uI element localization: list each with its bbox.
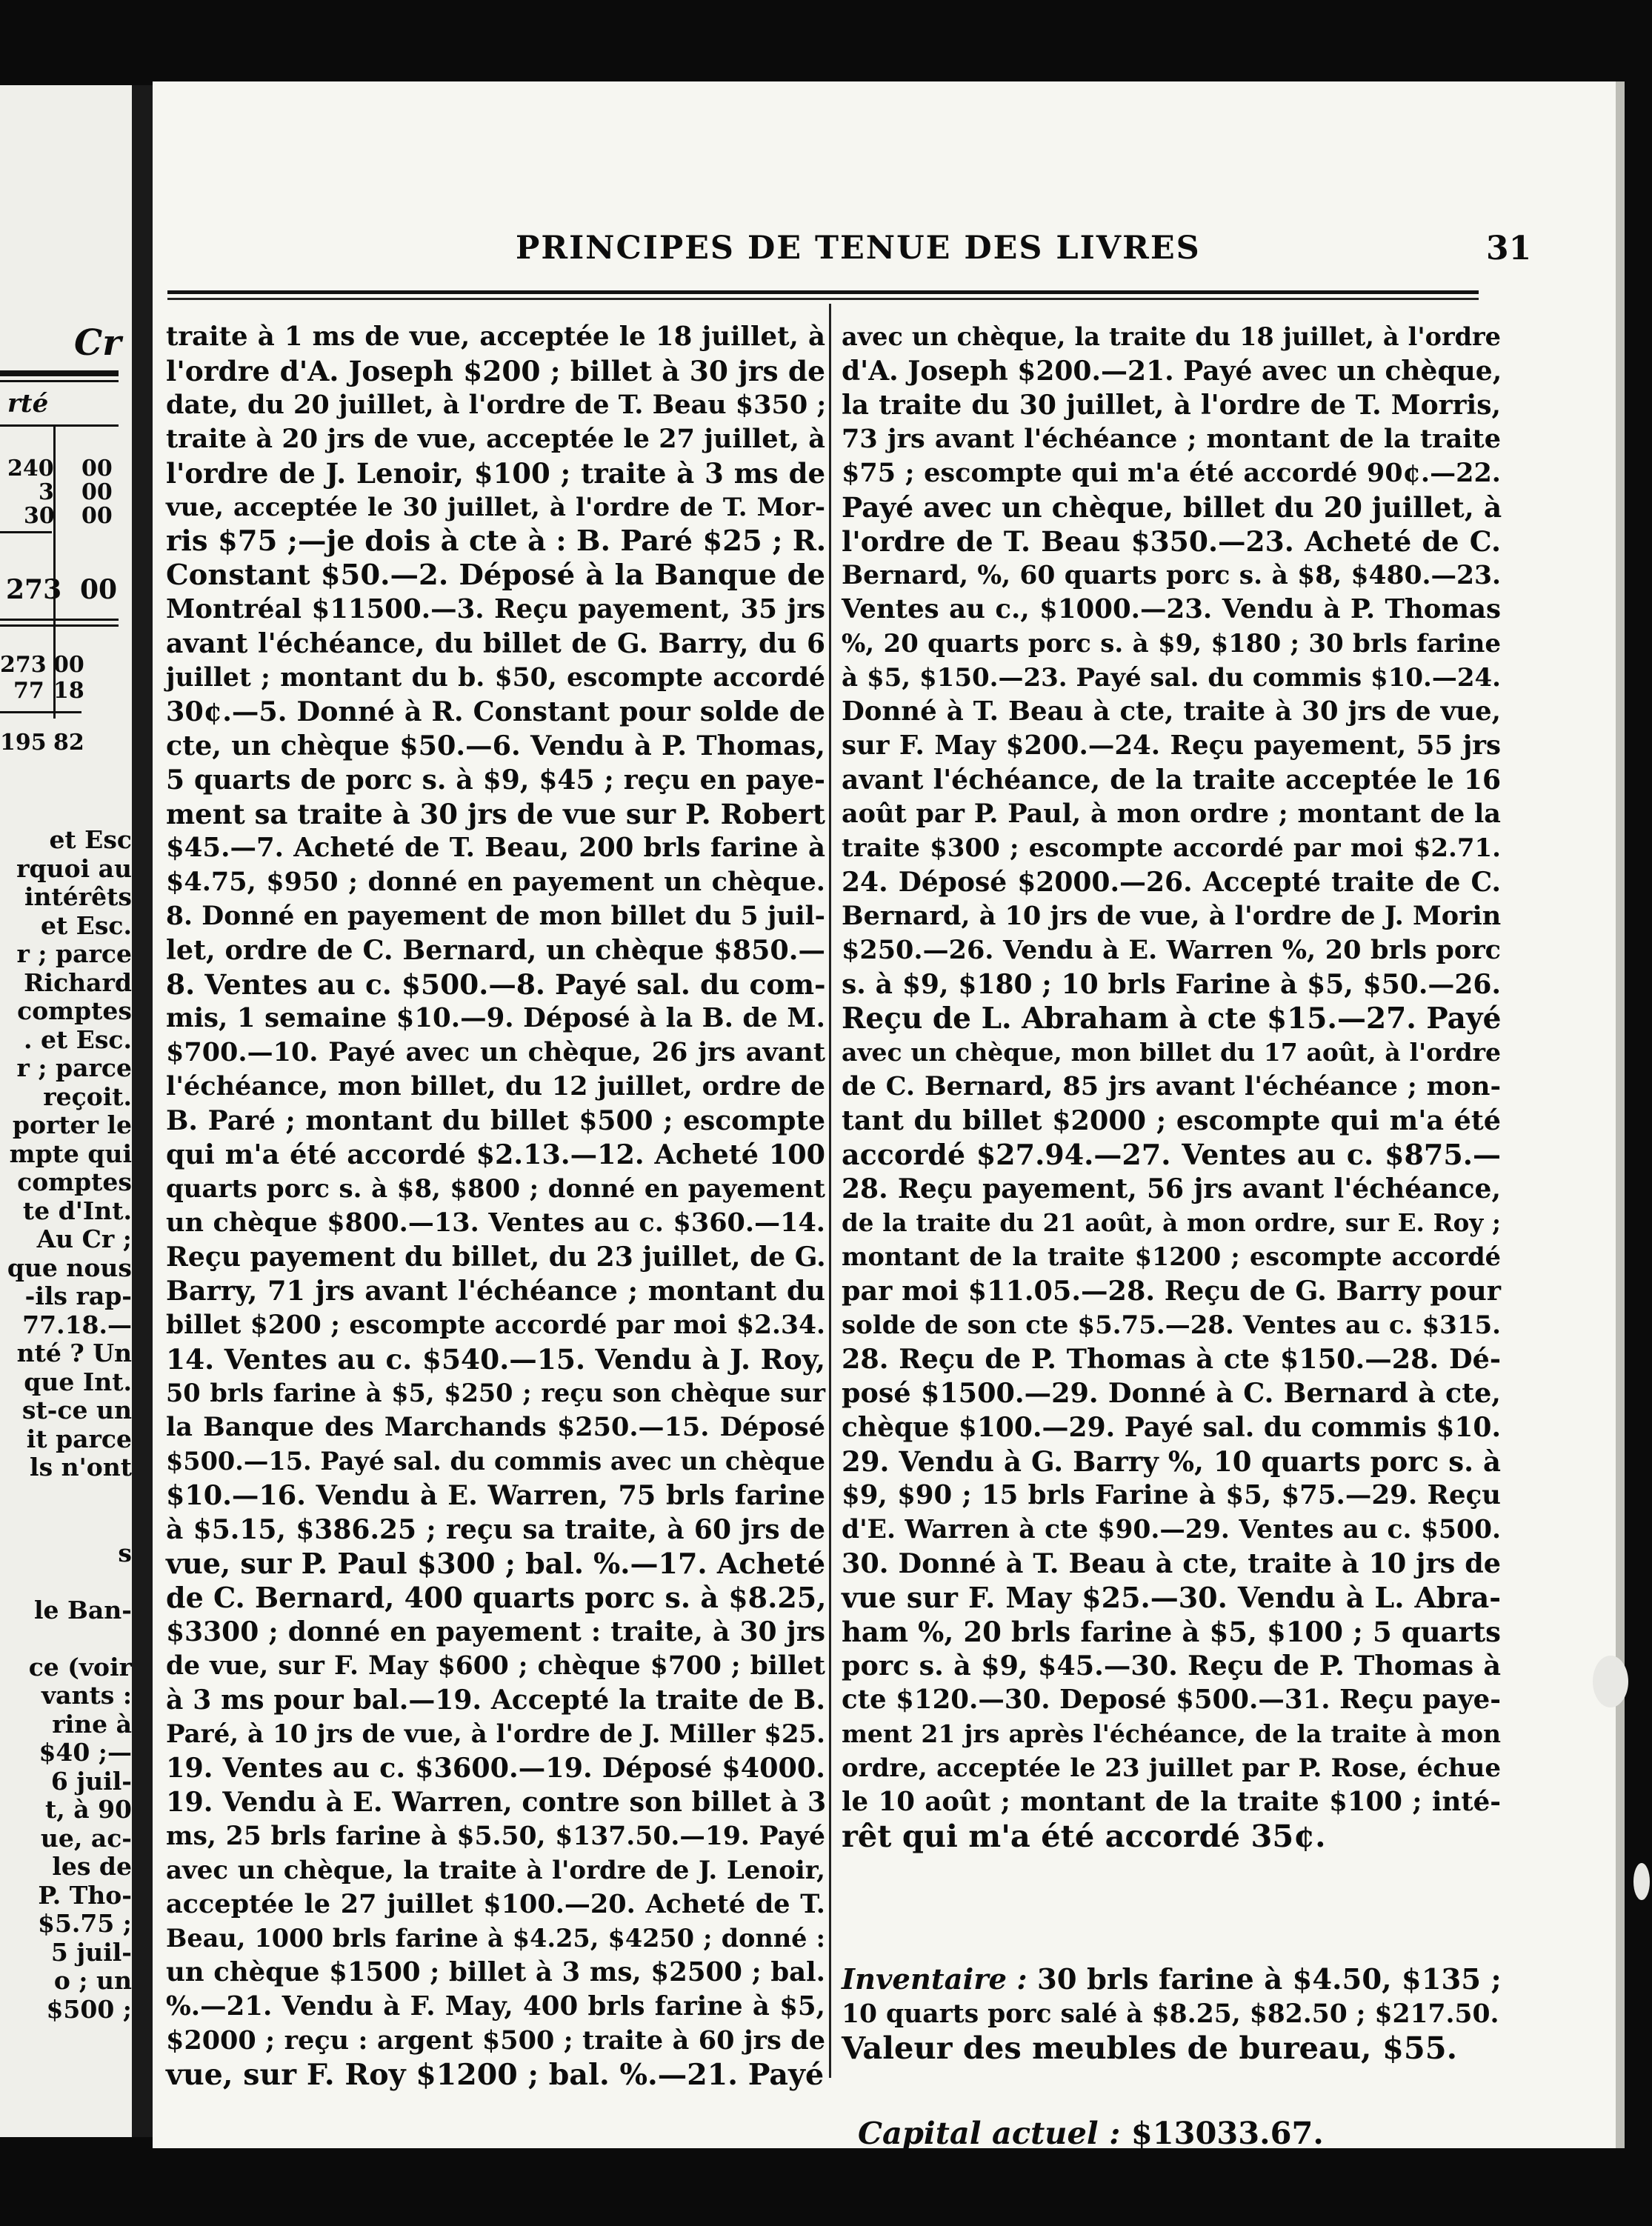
text-line: Beau, 1000 brls farine à $4.25, $4250 ; donné : [166,1924,825,1953]
text-line: accordé $27.94.—27. Ventes au c. $875.— [842,1138,1501,1171]
left-page-line [0,1624,132,1653]
left-page-line: mpte qui [9,1139,132,1168]
text-line: 30¢.—5. Donné à R. Constant pour solde de [166,696,825,727]
page-number: 31 [1486,230,1532,267]
header-rule [167,298,1479,300]
left-page-line: comptes [17,1167,132,1196]
inventory-paragraph [842,1963,1501,2065]
text-line: Donné à T. Beau à cte, traite à 30 jrs de vue, [842,696,1501,727]
left-page-line: rine à [52,1709,132,1739]
left-rule [0,619,119,621]
text-line: 30. Donné à T. Beau à cte, traite à 10 jrs de [842,1547,1501,1579]
left-page-line: st-ce un [21,1396,132,1424]
text-line: $9, $90 ; 15 brls Farine à $5, $75.—29. Reçu [842,1480,1501,1510]
text-line: mis, 1 semaine $10.—9. Déposé à la B. de M. [166,1003,825,1033]
text-line: 8. Ventes au c. $500.—8. Payé sal. du com- [166,968,826,1001]
text-line: avant l'échéance, du billet de G. Barry, du 6 [166,628,825,659]
inventory-line [842,1963,1501,1997]
text-line: let, ordre de C. Bernard, un chèque $850.— [166,934,825,966]
left-page-line: $5.75 ; [37,1909,132,1938]
text-line: l'échéance, mon billet, du 12 juillet, ordre de [166,1071,825,1102]
column-divider [829,304,831,2078]
ledger-amount: 195 [0,730,47,756]
left-page-line: s [118,1538,132,1567]
left-page-line: intérêts [24,882,132,911]
left-page-line: 6 juil- [50,1766,132,1796]
left-page-line: que nous [7,1253,132,1282]
text-line: montant de la traite $1200 ; escompte accordé [842,1242,1501,1271]
left-page-line: $40 ;— [39,1738,132,1767]
left-page-line: les de [52,1852,132,1881]
inventory-line: 10 quarts porc salé à $8.25, $82.50 ; $217.50. [842,1999,1499,2029]
left-page-line: r ; parce [16,939,132,968]
left-page-line: te d'Int. [22,1196,132,1225]
text-line: Barry, 71 jrs avant l'échéance ; montant du [166,1275,825,1307]
text-line: 24. Déposé $2000.—26. Accepté traite de C. [842,867,1501,898]
text-line: ham %, 20 brls farine à $5, $100 ; 5 quarts [842,1616,1501,1648]
text-line: traite à 1 ms de vue, acceptée le 18 juillet, à [166,321,825,352]
ledger-cents: 00 [81,503,113,529]
text-line: ris $75 ;—je dois à cte à : B. Paré $25 ; R. [166,524,827,558]
text-line: %.—21. Vendu à F. May, 400 brls farine à $5, [166,1991,825,2022]
left-page-line: comptes [17,996,132,1025]
text-line: la traite du 30 juillet, à l'ordre de T. Morris, [842,390,1501,421]
left-page-line: que Int. [24,1367,132,1396]
running-header: PRINCIPES DE TENUE DES LIVRES [516,230,1201,267]
text-line: 28. Reçu de P. Thomas à cte $150.—28. Dé- [842,1343,1501,1375]
text-line: $4.75, $950 ; donné en payement un chèque. [166,867,825,897]
text-line: avec un chèque, mon billet du 17 août, à l'ordre [842,1038,1501,1067]
left-rule [0,370,119,376]
text-line: d'A. Joseph $200.—21. Payé avec un chèque, [842,356,1502,387]
left-page-line: vants : [41,1681,132,1710]
text-line: 28. Reçu payement, 56 jrs avant l'échéance, [842,1173,1501,1204]
text-line: ment 21 jrs après l'échéance, de la traite à mon [842,1719,1501,1748]
inventory-line: Valeur des meubles de bureau, $55. [842,2030,1458,2066]
text-line: vue sur F. May $25.—30. Vendu à L. Abra- [842,1581,1501,1614]
text-line: juillet ; montant du b. $50, escompte accordé [166,663,825,693]
text-line: le 10 août ; montant de la traite $100 ; inté- [842,1787,1501,1817]
column-label: rté [7,389,49,419]
ledger-amount: 273 [0,652,47,678]
text-line: chèque $100.—29. Payé sal. du commis $10. [842,1412,1501,1443]
capital-value: $13033.67. [1120,2115,1324,2151]
sum-rule [0,531,52,533]
left-page-line: it parce [26,1424,132,1453]
text-line: la Banque des Marchands $250.—15. Déposé [166,1412,825,1442]
text-line: Constant $50.—2. Déposé à la Banque de [166,559,825,592]
sum-rule [0,711,81,713]
left-page-line [0,1510,132,1539]
text-line: avant l'échéance, de la traite acceptée le 16 [842,764,1501,796]
left-page-line: P. Tho- [38,1880,132,1910]
inventory-label: Inventaire : [842,1963,1027,1996]
left-page-line: rquoi au [16,853,132,883]
text-line: de la traite du 21 août, à mon ordre, sur E. Roy ; [842,1208,1501,1237]
text-line: s. à $9, $180 ; 10 brls Farine à $5, $50.—26. [842,969,1501,1000]
left-page-line: t, à 90 [44,1795,132,1824]
inventory-text: 30 brls farine à $4.50, $135 ; [1027,1963,1502,1996]
text-column-right [842,320,1501,1853]
text-line: $250.—26. Vendu à E. Warren %, 20 brls porc [842,935,1501,965]
text-line: vue, acceptée le 30 juillet, à l'ordre de T. Mor- [166,493,825,522]
capital-label: Capital actuel : [858,2115,1121,2151]
text-line: à $5, $150.—23. Payé sal. du commis $10.—24. [842,663,1501,693]
text-line: à 3 ms pour bal.—19. Accepté la traite de B. [166,1685,825,1716]
text-line: $75 ; escompte qui m'a été accordé 90¢.—22. [842,458,1501,488]
text-line: $45.—7. Acheté de T. Beau, 200 brls farine à [166,833,825,863]
text-line: acceptée le 27 juillet $100.—20. Acheté de T. [166,1889,825,1919]
text-line: 14. Ventes au c. $540.—15. Vendu à J. Roy, [166,1343,825,1376]
ledger-cents: 82 [53,730,84,756]
left-page-line: o ; un [53,1966,132,1995]
left-rule [0,424,119,427]
text-line: Ventes au c., $1000.—23. Vendu à P. Thomas [842,594,1501,624]
text-line: août par P. Paul, à mon ordre ; montant de la [842,799,1501,829]
text-line: avec un chèque, la traite à l'ordre de J. Lenoir, [166,1856,825,1885]
text-line: $3300 ; donné en payement : traite, à 30 jrs [166,1616,825,1647]
left-page-line: 5 juil- [50,1937,132,1967]
left-page-line: r ; parce [16,1053,132,1082]
text-line: l'ordre de T. Beau $350.—23. Acheté de C. [842,525,1501,558]
text-line: ment sa traite à 30 jrs de vue sur P. Robert [166,798,825,830]
text-line: 19. Vendu à E. Warren, contre son billet à 3 [166,1786,827,1818]
text-line: sur F. May $200.—24. Reçu payement, 55 jrs [842,730,1501,761]
text-line: vue, sur F. Roy $1200 ; bal. %.—21. Payé [166,2058,825,2092]
capital-line [858,2115,1324,2151]
text-line: Montréal $11500.—3. Reçu payement, 35 jrs [166,594,825,624]
text-line: $500.—15. Payé sal. du commis avec un chèque [166,1447,825,1476]
text-line: $700.—10. Payé avec un chèque, 26 jrs avant [166,1037,825,1067]
text-line: avec un chèque, la traite du 18 juillet, à l'ordre [842,322,1501,351]
text-line: l'ordre de J. Lenoir, $100 ; traite à 3 ms de [166,457,825,490]
left-page-line: porter le [12,1110,132,1139]
left-rule [0,380,119,382]
left-page-line: ls n'ont [30,1453,132,1482]
left-page-line: Richard [24,967,132,997]
text-line: 73 jrs avant l'échéance ; montant de la traite [842,424,1501,454]
text-line: tant du billet $2000 ; escompte qui m'a été [842,1104,1501,1136]
ledger-amount: 3 [39,479,54,505]
left-page-line [0,1482,132,1511]
text-line: 5 quarts de porc s. à $9, $45 ; reçu en paye- [166,764,825,796]
text-line: date, du 20 juillet, à l'ordre de T. Beau $350 ; [166,390,827,420]
text-line: $2000 ; reçu : argent $500 ; traite à 60 jrs de [166,2025,825,2056]
text-line: billet $200 ; escompte accordé par moi $2.34. [166,1310,825,1340]
text-line: à $5.15, $386.25 ; reçu sa traite, à 60 jrs de [166,1514,825,1545]
text-line: cte $120.—30. Deposé $500.—31. Reçu paye- [842,1685,1501,1715]
text-line: traite à 20 jrs de vue, acceptée le 27 juillet, à [166,424,825,454]
text-line: 29. Vendu à G. Barry %, 10 quarts porc s. à [842,1445,1501,1478]
text-line: Bernard, à 10 jrs de vue, à l'ordre de J. Morin [842,901,1502,931]
text-line: un chèque $800.—13. Ventes au c. $360.—14. [166,1207,825,1238]
text-line: porc s. à $9, $45.—30. Reçu de P. Thomas à [842,1650,1501,1682]
left-page-text [0,826,132,2024]
scan-blemish [1633,1863,1650,1900]
text-line: qui m'a été accordé $2.13.—12. Acheté 100 [166,1139,825,1170]
text-line: de vue, sur F. May $600 ; chèque $700 ; billet [166,1651,825,1681]
page-edge [1616,81,1625,2148]
text-line: de C. Bernard, 85 jrs avant l'échéance ; mon- [842,1071,1501,1102]
header-rule [167,290,1479,294]
ledger-cents: 18 [53,678,84,704]
text-line: Payé avec un chèque, billet du 20 juillet, à [842,491,1502,524]
left-page-line: 77.18.— [22,1310,132,1339]
left-page-line: reçoit. [43,1082,132,1111]
text-line: par moi $11.05.—28. Reçu de G. Barry pour [842,1275,1502,1307]
ledger-amount: 240 [7,456,54,481]
left-page-line: $500 ; [46,1994,132,2024]
scan-blemish [1593,1656,1628,1707]
left-page-line: -ils rap- [24,1282,132,1310]
text-line: Paré, à 10 jrs de vue, à l'ordre de J. Miller $25. [166,1719,825,1749]
text-line: 50 brls farine à $5, $250 ; reçu son chèque sur [166,1379,825,1407]
text-line: rêt qui m'a été accordé 35¢. [842,1818,1326,1854]
text-line: traite $300 ; escompte accordé par moi $2.71. [842,833,1501,863]
text-line: de C. Bernard, 400 quarts porc s. à $8.25, [166,1581,827,1614]
text-line: l'ordre d'A. Joseph $200 ; billet à 30 jrs de [166,355,825,387]
ledger-total-cents: 00 [80,574,118,605]
text-line: $10.—16. Vendu à E. Warren, 75 brls farine [166,1479,825,1511]
left-page-line: et Esc. [40,910,132,940]
ledger-cents: 00 [81,479,113,505]
text-line: %, 20 quarts porc s. à $9, $180 ; 30 brls farine [842,629,1501,659]
book-spine [132,85,154,2137]
text-line: Bernard, %, 60 quarts porc s. à $8, $480.—23. [842,561,1501,590]
ledger-amount: 77 [13,678,44,704]
text-line: vue, sur P. Paul $300 ; bal. %.—17. Acheté [166,1547,825,1580]
left-rule [0,624,119,627]
left-page-line: ce (voir [28,1652,132,1682]
text-line: Reçu payement du billet, du 23 juillet, de G. [166,1242,826,1273]
ledger-cents: 00 [81,456,113,481]
left-page-line: . et Esc. [23,1024,132,1054]
ledger-cents: 00 [53,652,84,678]
text-line: d'E. Warren à cte $90.—29. Ventes au c. $500. [842,1515,1501,1544]
text-line: un chèque $1500 ; billet à 3 ms, $2500 ; bal. [166,1957,825,1987]
text-column-left [166,320,825,2092]
text-line: 19. Ventes au c. $3600.—19. Déposé $4000. [166,1752,825,1784]
text-line: solde de son cte $5.75.—28. Ventes au c. $315. [842,1310,1501,1340]
left-page-line [0,1567,132,1596]
text-line: posé $1500.—29. Donné à C. Bernard à cte, [842,1377,1501,1409]
ledger-amount: 30 [24,503,55,529]
text-line: Reçu de L. Abraham à cte $15.—27. Payé [842,1002,1502,1036]
text-line: cte, un chèque $50.—6. Vendu à P. Thomas, [166,730,825,762]
ledger-total: 273 [6,574,62,605]
text-line: quarts porc s. à $8, $800 ; donné en payement [166,1174,825,1204]
left-page-line: nté ? Un [16,1339,132,1367]
left-page-line: le Ban- [34,1595,132,1624]
credit-label: Cr [74,322,121,364]
left-page-fragment [0,85,133,2137]
text-line: B. Paré ; montant du billet $500 ; escompte [166,1105,825,1136]
left-page-line: ue, ac- [40,1823,132,1853]
text-line: 8. Donné en payement de mon billet du 5 juil- [166,902,825,931]
left-page-line: et Esc [49,825,132,854]
book-page [153,81,1616,2151]
left-page-line: Au Cr ; [36,1224,132,1253]
text-line: ordre, acceptée le 23 juillet par P. Rose, échue [842,1753,1501,1783]
text-line: ms, 25 brls farine à $5.50, $137.50.—19. Payé [166,1822,825,1851]
